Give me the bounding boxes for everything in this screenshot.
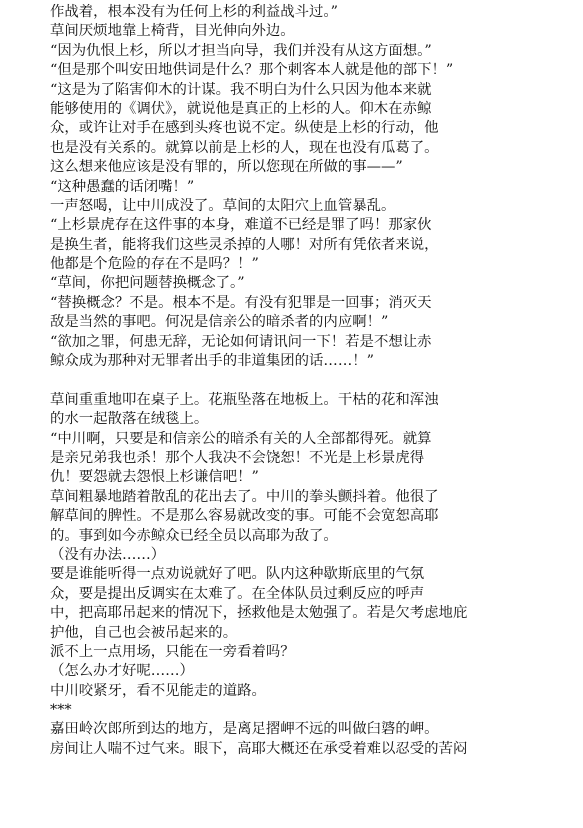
- text-line: 中，把高耶吊起来的情况下，拯救他是太勉强了。若是欠考虑地庇: [50, 605, 468, 622]
- text-line: “欲加之罪，何患无辞，无论如何请讯问一下！若是不想让赤: [50, 333, 432, 350]
- text-line: （没有办法……）: [50, 546, 166, 563]
- paragraph-gap: [50, 371, 583, 390]
- text-line: “上杉景虎存在这件事的本身，难道不已经是罪了吗！那家伙: [50, 217, 432, 234]
- text-line: “这种愚蠢的话闭嘴！”: [50, 178, 195, 195]
- text-line: 要是谁能听得一点劝说就好了吧。队内这种歇斯底里的气氛: [50, 566, 425, 583]
- text-line: “中川啊，只要是和信亲公的暗杀有关的人全部都得死。就算: [50, 430, 432, 447]
- text-line: “但是那个叫安田地供词是什么？那个刺客本人就是他的部下！”: [50, 62, 454, 79]
- text-line: 是换生者，能将我们这些灵杀掉的人哪！对所有凭依者来说，: [50, 236, 439, 253]
- text-line: 是亲兄弟我也杀！那个人我决不会饶恕！不光是上杉景虎得: [50, 449, 425, 466]
- text-line: 解草间的脾性。不是那么容易就改变的事。可能不会宽恕高耶: [50, 508, 439, 525]
- text-line: “草间，你把问题替换概念了。”: [50, 275, 245, 292]
- text-line: 派不上一点用场，只能在一旁看着吗？: [50, 643, 295, 660]
- text-line: “因为仇恨上杉，所以才担当向导，我们并没有从这方面想。”: [50, 42, 432, 59]
- text-line: 众，或许让对手在感到头疼也说不定。纵使是上杉的行动，他: [50, 120, 439, 137]
- text-line: 嘉田岭次郎所到达的地方，是离足摺岬不远的叫做臼碆的岬。: [50, 721, 439, 738]
- text-line: 这么想来他应该是没有罪的，所以您现在所做的事——”: [50, 159, 403, 176]
- text-line: 一声怒喝，让中川成没了。草间的太阳穴上血管暴乱。: [50, 197, 396, 214]
- text-line: 仇！要怨就去怨恨上杉谦信吧！”: [50, 469, 259, 486]
- text-line: 也是没有关系的。就算以前是上杉的人，现在也没有瓜葛了。: [50, 139, 439, 156]
- text-line: 的。事到如今赤鲸众已经全员以高耶为敌了。: [50, 527, 338, 544]
- text-line: “这是为了陷害仰木的计谋。我不明白为什么只因为他本来就: [50, 81, 432, 98]
- scene-break: ***: [50, 702, 72, 719]
- text-line: 的水一起散落在绒毯上。: [50, 411, 209, 428]
- text-line: 草间重重地叩在桌子上。花瓶坠落在地板上。干枯的花和浑浊: [50, 391, 439, 408]
- text-line: 房间让人喘不过气来。眼下，高耶大概还在承受着难以忍受的苦闷: [50, 740, 468, 757]
- text-line: 众，要是提出反调实在太难了。在全体队员过剩反应的呼声: [50, 585, 425, 602]
- text-line: “替换概念？不是。根本不是。有没有犯罪是一回事；消灭天: [50, 294, 432, 311]
- text-line: 能够使用的《调伏》，就说他是真正的上杉的人。仰木在赤鲸: [50, 100, 432, 117]
- text-line: 草间厌烦地靠上椅背，目光伸向外边。: [50, 23, 295, 40]
- text-line: 作战着，根本没有为任何上杉的利益战斗过。”: [50, 4, 338, 20]
- text-line: 他都是个危险的存在不是吗？！”: [50, 256, 259, 273]
- text-line: 护他，自己也会被吊起来的。: [50, 624, 238, 641]
- text-line: 中川咬紧牙，看不见能走的道路。: [50, 682, 266, 699]
- text-line: 敌是当然的事吧。何况是信亲公的暗杀者的内应啊！”: [50, 314, 389, 331]
- text-line: （怎么办才好呢……）: [50, 663, 194, 680]
- text-line: 鲸众成为那种对无罪者出手的非道集团的话……！”: [50, 353, 374, 370]
- text-line: 草间粗暴地踏着散乱的花出去了。中川的拳头颤抖着。他很了: [50, 488, 439, 505]
